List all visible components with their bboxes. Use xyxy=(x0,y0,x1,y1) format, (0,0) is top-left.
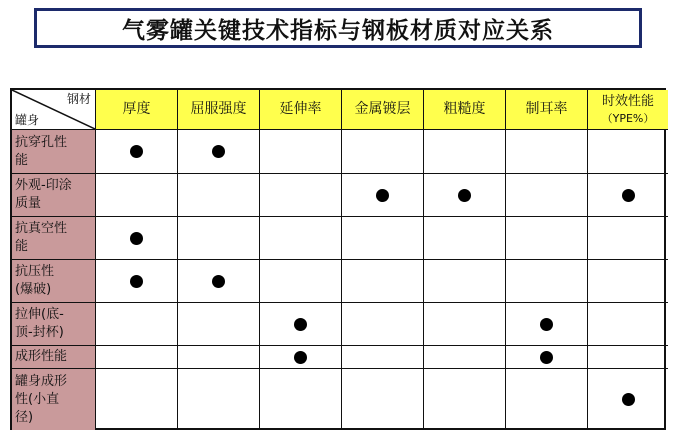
table-cell xyxy=(178,217,260,260)
bullet-dot-icon xyxy=(130,145,143,158)
title-box xyxy=(34,8,642,48)
table-cell xyxy=(424,217,506,260)
table-cell xyxy=(506,174,588,217)
column-header xyxy=(588,90,668,130)
row-header-label: 抗穿孔性 能 xyxy=(15,134,68,168)
column-header xyxy=(260,90,342,130)
table-cell xyxy=(424,303,506,346)
table-cell xyxy=(506,260,588,303)
table-cell xyxy=(96,260,178,303)
bullet-dot-icon xyxy=(212,145,225,158)
column-header xyxy=(178,90,260,130)
table-cell xyxy=(506,130,588,174)
table-cell xyxy=(96,303,178,346)
row-header xyxy=(12,346,96,369)
table-cell xyxy=(342,217,424,260)
row-header xyxy=(12,130,96,174)
row-header xyxy=(12,369,96,430)
table-cell xyxy=(506,217,588,260)
table-cell xyxy=(342,174,424,217)
row-header-label: 成形性能 xyxy=(15,349,68,364)
table-cell xyxy=(178,369,260,430)
table-cell xyxy=(342,303,424,346)
table-cell xyxy=(342,260,424,303)
table-cell xyxy=(424,130,506,174)
table-cell xyxy=(342,130,424,174)
corner-row-label: 罐身 xyxy=(15,113,40,127)
bullet-dot-icon xyxy=(376,189,389,202)
table-cell xyxy=(506,346,588,369)
table-cell xyxy=(342,369,424,430)
table-cell xyxy=(96,217,178,260)
row-header xyxy=(12,217,96,260)
bullet-dot-icon xyxy=(212,275,225,288)
table-cell xyxy=(506,303,588,346)
table-cell xyxy=(178,130,260,174)
corner-column-label: 钢材 xyxy=(66,92,91,106)
table-cell xyxy=(96,346,178,369)
column-header-label: 厚度 xyxy=(122,101,151,117)
row-header xyxy=(12,260,96,303)
table-cell xyxy=(178,303,260,346)
row-header xyxy=(12,174,96,217)
table-cell xyxy=(260,130,342,174)
table-cell xyxy=(260,174,342,217)
table-cell xyxy=(424,346,506,369)
column-header xyxy=(424,90,506,130)
column-header-label: 时效性能 xyxy=(601,93,654,109)
column-header-label: 屈服强度 xyxy=(190,101,247,117)
page-title: 气雾罐关键技术指标与钢板材质对应关系 xyxy=(122,17,554,44)
row-header-label: 外观-印涂 质量 xyxy=(15,178,72,211)
table-cell xyxy=(96,130,178,174)
bullet-dot-icon xyxy=(294,318,307,331)
table-cell xyxy=(260,217,342,260)
bullet-dot-icon xyxy=(458,189,471,202)
column-header-label: 延伸率 xyxy=(279,101,322,117)
bullet-dot-icon xyxy=(130,275,143,288)
bullet-dot-icon xyxy=(540,351,553,364)
row-header-label: 罐身成形 性(小直 径) xyxy=(15,373,68,425)
column-header-label: 制耳率 xyxy=(525,101,568,117)
table-cell xyxy=(178,346,260,369)
table-cell xyxy=(260,369,342,430)
corner-header-cell xyxy=(12,90,96,130)
table-cell xyxy=(588,369,668,430)
row-header xyxy=(12,303,96,346)
column-header xyxy=(96,90,178,130)
bullet-dot-icon xyxy=(294,351,307,364)
relation-table xyxy=(10,88,666,430)
table-cell xyxy=(96,369,178,430)
column-header-label: 金属镀层 xyxy=(354,101,411,117)
table-cell xyxy=(588,303,668,346)
bullet-dot-icon xyxy=(130,232,143,245)
table-cell xyxy=(588,260,668,303)
table-cell xyxy=(588,346,668,369)
table-cell xyxy=(424,260,506,303)
column-header-sublabel: （YPE%） xyxy=(601,111,655,125)
row-header-label: 抗压性 (爆破) xyxy=(15,264,55,297)
table-cell xyxy=(506,369,588,430)
column-header xyxy=(342,90,424,130)
column-header xyxy=(506,90,588,130)
table-cell xyxy=(588,217,668,260)
table-cell xyxy=(96,174,178,217)
table-cell xyxy=(260,260,342,303)
bullet-dot-icon xyxy=(622,189,635,202)
table-cell xyxy=(588,130,668,174)
table-cell xyxy=(260,346,342,369)
table-cell xyxy=(178,174,260,217)
bullet-dot-icon xyxy=(540,318,553,331)
table-cell xyxy=(178,260,260,303)
table-cell xyxy=(260,303,342,346)
row-header-label: 拉伸(底- 顶-封杯) xyxy=(15,307,64,340)
bullet-dot-icon xyxy=(622,393,635,406)
table-cell xyxy=(424,369,506,430)
table-cell xyxy=(342,346,424,369)
row-header-label: 抗真空性 能 xyxy=(15,221,68,254)
table-cell xyxy=(424,174,506,217)
column-header-label: 粗糙度 xyxy=(443,101,486,117)
table-cell xyxy=(588,174,668,217)
